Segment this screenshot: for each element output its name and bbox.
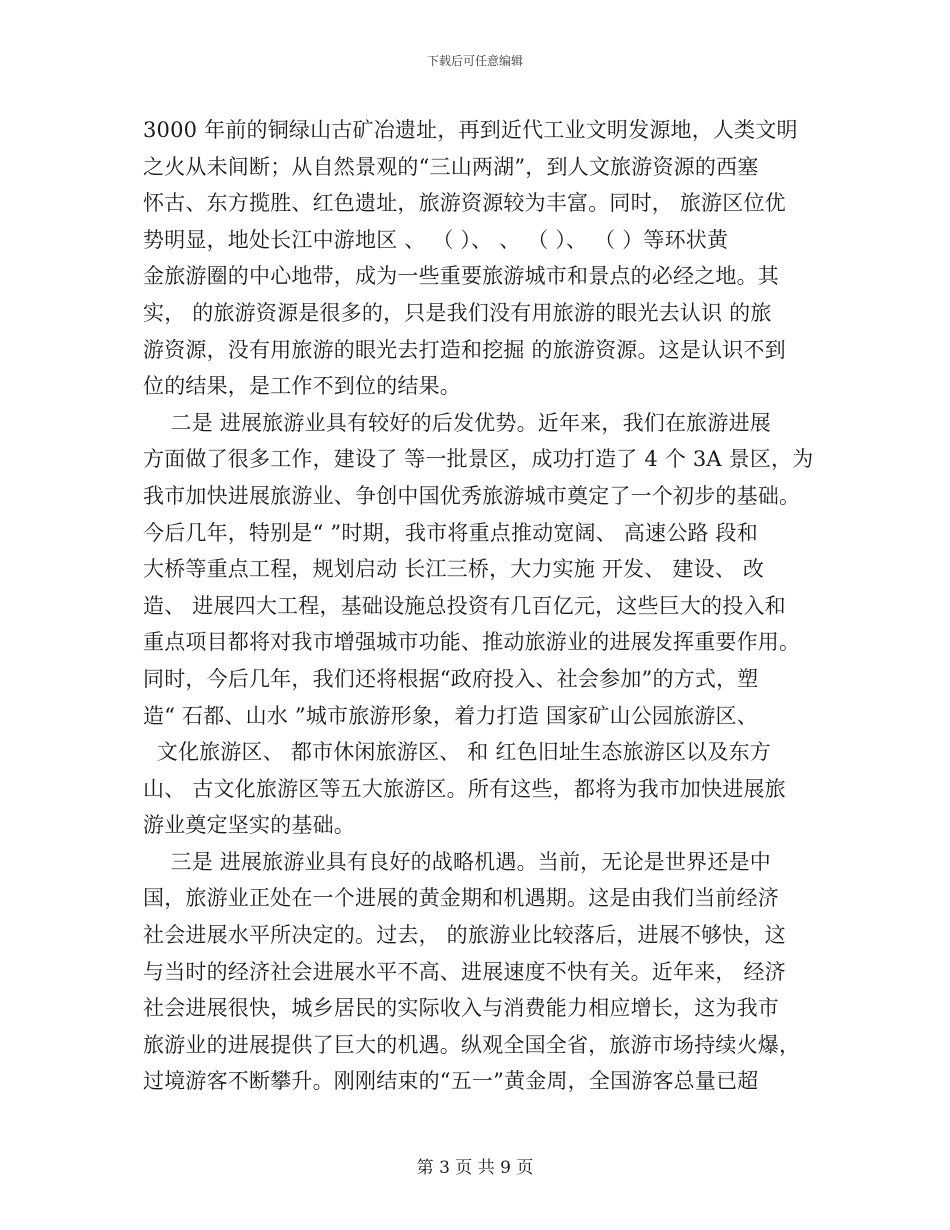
text-line: 社会进展水平所决定的。过去， 的旅游业比较落后，进展不够快，这: [143, 923, 786, 948]
text-line: 三是 进展旅游业具有良好的战略机遇。当前，无论是世界还是中: [143, 849, 771, 874]
text-line: 之火从未间断；从自然景观的“三山两湖”，到人文旅游资源的西塞: [143, 154, 759, 179]
text-line: 实， 的旅游资源是很多的，只是我们没有用旅游的眼光去认识 的旅: [143, 300, 772, 325]
text-line: 二是 进展旅游业具有较好的后发优势。近年来，我们在旅游进展: [143, 410, 771, 435]
text-line: 怀古、东方揽胜、红色遗址，旅游资源较为丰富。同时， 旅游区位优: [143, 191, 786, 216]
text-line: 3000 年前的铜绿山古矿冶遗址，再到近代工业文明发源地，人类文明: [143, 118, 798, 142]
text-line: 方面做了很多工作，建设了 等一批景区，成功打造了 4 个 3A 景区，为: [143, 447, 814, 472]
text-line: 造“ 石都、山水 ”城市旅游形象，着力打造 国家矿山公园旅游区、: [143, 703, 758, 728]
text-line: 过境游客不断攀升。刚刚结束的“五一”黄金周，全国游客总量已超: [143, 1069, 759, 1094]
page-header: 下载后可任意编辑: [426, 54, 523, 68]
text-line: 今后几年，特别是“ ”时期，我市将重点推动宽阔、 高速公路 段和: [143, 520, 758, 545]
page-number-footer: 第 3 页 共 9 页: [416, 1158, 534, 1178]
text-line: 造、 进展四大工程，基础设施总投资有几百亿元，这些巨大的投入和: [143, 593, 786, 618]
text-line: 位的结果，是工作不到位的结果。: [143, 374, 461, 399]
text-line: 游资源，没有用旅游的眼光去打造和挖掘 的旅游资源。这是认识不到: [143, 337, 786, 362]
text-line: 同时，今后几年，我们还将根据“政府投入、社会参加”的方式，塑: [143, 666, 759, 691]
text-line: 社会进展很快，城乡居民的实际收入与消费能力相应增长，这为我市: [143, 996, 779, 1021]
text-line: 金旅游圈的中心地带，成为一些重要旅游城市和景点的必经之地。其: [143, 264, 779, 289]
text-line: 国，旅游业正处在一个进展的黄金期和机遇期。这是由我们当前经济: [143, 886, 779, 911]
text-line: 大桥等重点工程，规划启动 长江三桥，大力实施 开发、 建设、 改: [143, 557, 765, 582]
text-line: 与当时的经济社会进展水平不高、进展速度不快有关。近年来， 经济: [143, 959, 786, 984]
body-text: [143, 112, 814, 1100]
text-line: 文化旅游区、 都市休闲旅游区、 和 红色旧址生态旅游区以及东方: [143, 740, 771, 765]
text-line: 旅游业的进展提供了巨大的机遇。纵观全国全省，旅游市场持续火爆，: [143, 1032, 801, 1057]
text-line: 我市加快进展旅游业、争创中国优秀旅游城市奠定了一个初步的基础。: [143, 483, 801, 508]
text-line: 势明显，地处长江中游地区 、 （ ）、 、 （ ）、 （ ）等环状黄: [143, 227, 729, 252]
text-line: 重点项目都将对我市增强城市功能、推动旅游业的进展发挥重要作用。: [143, 630, 801, 655]
text-line: 山、 古文化旅游区等五大旅游区。所有这些，都将为我市加快进展旅: [143, 776, 786, 801]
text-line: 游业奠定坚实的基础。: [143, 813, 355, 838]
